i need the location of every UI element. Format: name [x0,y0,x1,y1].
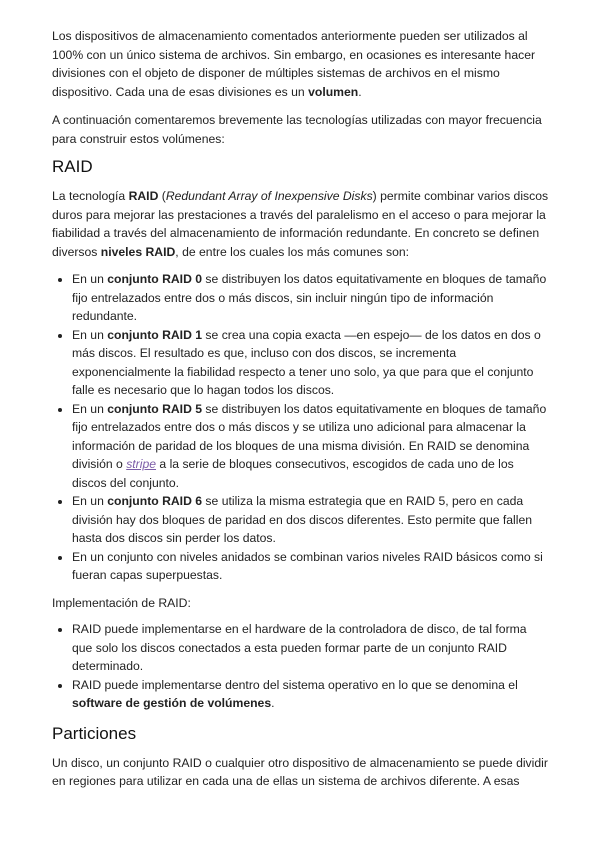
term: conjunto RAID 1 [107,327,203,342]
text: Los dispositivos de almacenamiento comentados anteriormente pueden ser utilizados al 100% con un único sistema de archivos. Sin embargo, en ocasiones es interesante hacer divisiones con el objeto de disponer de múltiples sistemas de archivos en el mismo dispositivo. Cada una de esas divisiones es un [52,29,536,99]
heading-raid: RAID [52,157,93,176]
term: software de gestión de volúmenes [72,696,272,710]
term-volumen: volumen [308,84,359,99]
term: conjunto RAID 6 [107,494,203,508]
list-item-raid5 [72,400,550,493]
term-raid: RAID [128,189,159,203]
term: conjunto RAID 0 [107,272,203,286]
intro-paragraph-2: A continuación comentaremos brevemente las tecnologías utilizadas con mayor frecuencia para construir estos volúmenes: [52,113,542,146]
text: . [358,84,362,99]
impl-title: Implementación de RAID: [52,595,191,610]
heading-particiones: Particiones [52,723,137,743]
list-item-nested: • En un conjunto con niveles anidados se combinan varios niveles RAID básicos como si fueran capas superpuestas. [72,548,550,585]
impl-list [52,620,550,713]
raid-levels-list [52,270,550,585]
raid-paragraph [52,187,550,261]
list-item-hardware: • RAID puede implementarse en el hardware de la controladora de disco, de tal forma que solo los discos conectados a esta pueden formar parte de un conjunto RAID determinado. [72,620,550,676]
text: , de entre los cuales los más comunes son: [175,244,410,259]
text: En un [72,494,108,508]
list-item-raid0 [72,270,550,326]
text: En un [72,327,108,342]
list-item-raid6 [72,492,550,548]
list-item-software [72,676,550,713]
stripe-link[interactable]: stripe [126,457,157,471]
particiones-paragraph: Un disco, un conjunto RAID o cualquier otro dispositivo de almacenamiento se puede dividir en regiones para utilizar en cada una de ellas un sistema de archivos diferente. A esas [52,755,548,788]
term-niveles-raid: niveles RAID [100,244,176,259]
list-item-raid1 [72,326,550,400]
text: . [271,696,275,710]
intro-paragraph [52,27,550,101]
text: En un [72,401,108,416]
term-expansion: Redundant Array of Inexpensive Disks [165,189,373,203]
text: ) permite combinar varios discos duros para mejorar las prestaciones a través del paralelismo en el acceso o para mejorar la fiabilidad a través del almacenamiento de información redundante. En concreto se definen diversos [52,189,549,259]
text: a la serie de bloques consecutivos, escogidos de cada uno de los discos del conjunto. [72,457,514,490]
text: ( [158,189,166,203]
text: se distribuyen los datos equitativamente en bloques de tamaño fijo entrelazados entre dos o más discos y se utiliza uno adicional para almacenar la información de paridad de los bloques de una misma división. En RAID se denomina división o [72,401,547,471]
text: se distribuyen los datos equitativamente en bloques de tamaño fijo entrelazados entre dos o más discos, sin incluir ningún tipo de información redundante. [72,272,547,323]
text: se crea una copia exacta —en espejo— de los datos en dos o más discos. El resultado es que, incluso con dos discos, se incrementa exponencialmente la fiabilidad respecto a tener uno solo, ya que para que el conjunto falle es necesario que lo hagan todos los discos. [72,327,541,397]
text: La tecnología [52,189,129,203]
text: RAID puede implementarse dentro del sistema operativo en lo que se denomina el [72,677,518,692]
text: En un [72,272,108,286]
text: se utiliza la misma estrategia que en RAID 5, pero en cada división hay dos bloques de paridad en dos discos diferentes. Esto permite que fallen hasta dos discos sin perder los datos. [72,494,533,545]
term: conjunto RAID 5 [107,401,203,416]
